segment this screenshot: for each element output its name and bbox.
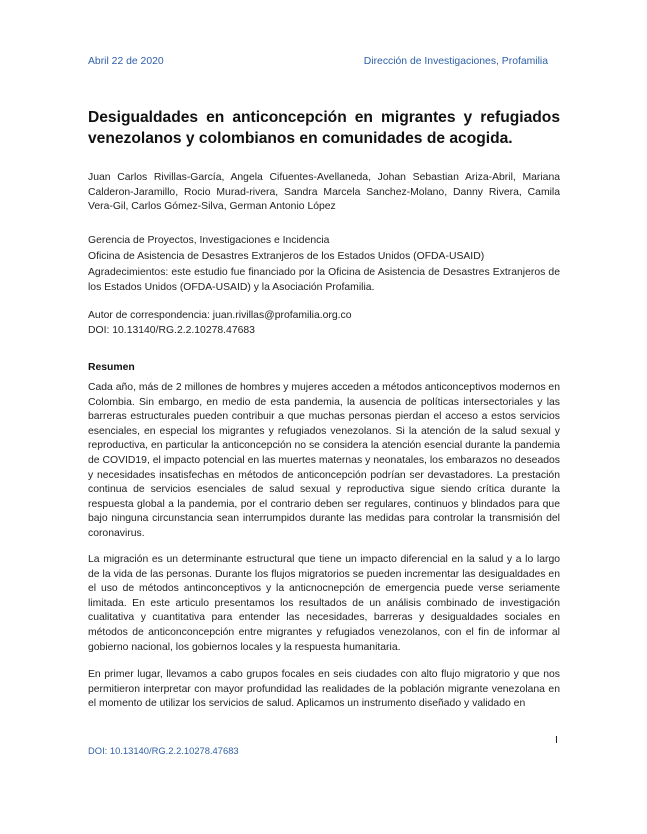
acknowledgements: Agradecimientos: este estudio fue financiado por la Oficina de Asistencia de Desastres Extranjeros de los Estados Unidos (OFDA-USAID) y la Asociación Profamilia. [88,266,560,293]
correspondence [88,309,560,338]
correspondence-author: Autor de correspondencia: juan.rivillas@profamilia.org.co [88,310,352,321]
header-institution: Dirección de Investigaciones, Profamilia [363,56,548,67]
abstract-paragraph: En primer lugar, llevamos a cabo grupos focales en seis ciudades con alto flujo migratorio y que nos permitieron interpretar con mayor profundidad las realidades de la población migrante venezolana en el momento de utilizar los servicios de salud. Aplicamos un instrumento diseñado y validado en [88,669,560,710]
abstract-heading: Resumen [88,362,135,373]
affiliation-line: Oficina de Asistencia de Desastres Extranjeros de los Estados Unidos (OFDA-USAID) [88,250,485,262]
abstract-paragraph: La migración es un determinante estructural que tiene un impacto diferencial en la salud y a lo largo de la vida de las personas. Durante los flujos migratorios se pueden incrementar las desigualdades en el uso de métodos antinconceptivos y la anticnocnepción de emergencia puede verse seriamente limitada. En este articulo presentamos los resultados de un análisis combinado de investigación cualitativa y cuantitativa para entender las necesidades, barreras y desigualdades sociales en métodos de anticonconcepción entre migrantes y refugiados venezolanos, con el fin de informar al gobierno nacional, los gobiernos locales y la respuesta humanitaria. [88,554,560,653]
header-date: Abril 22 de 2020 [88,56,164,67]
abstract-paragraph: Cada año, más de 2 millones de hombres y mujeres acceden a métodos anticonceptivos modernos en Colombia. Sin embargo, en medio de esta pandemia, la ausencia de políticas intersectoriales y las barreras estructurales pueden contribuir a que muchas personas pierdan el acceso a estos servicios esenciales, en especial los migrantes y refugiados venezolanos. Si la atención de la salud sexual y reproductiva, en particular la anticoncepción no se considera la atención esencial durante la pandemia de COVID19, el impacto potencial en las muertes maternas y neonatales, los embarazos no deseados y necesidades insatisfechas en métodos de anticoncepción podrían ser devastadores. La prestación continua de servicios esenciales de salud sexual y reproductiva sigue siendo crítica durante la respuesta global a la pandemia, por el contrario deben ser regulares, continuos y blindados para que bajo ninguna circunstancia sean interrumpidos durante las medidas para controlar la transmisión del coronavirus. [88,382,560,539]
affiliation-line: Gerencia de Proyectos, Investigaciones e Incidencia [88,235,330,246]
footer-doi: DOI: 10.13140/RG.2.2.10278.47683 [88,745,239,756]
author-list: Juan Carlos Rivillas-García, Angela Cifuentes-Avellaneda, Johan Sebastian Ariza-Abril, Mariana Calderon-Jaramillo, Rocio Murad-rivera, Sandra Marcela Sanchez-Molano, Danny Rivera, Camila Vera-Gil, Carlos Gómez-Silva, German Antonio López [88,172,560,213]
page-number: I [555,735,558,746]
paper-title: Desigualdades en anticoncepción en migrantes y refugiados venezolanos y colombianos en comunidades de acogida. [88,109,560,147]
correspondence-doi: DOI: 10.13140/RG.2.2.10278.47683 [88,324,255,336]
affiliations [88,234,560,297]
